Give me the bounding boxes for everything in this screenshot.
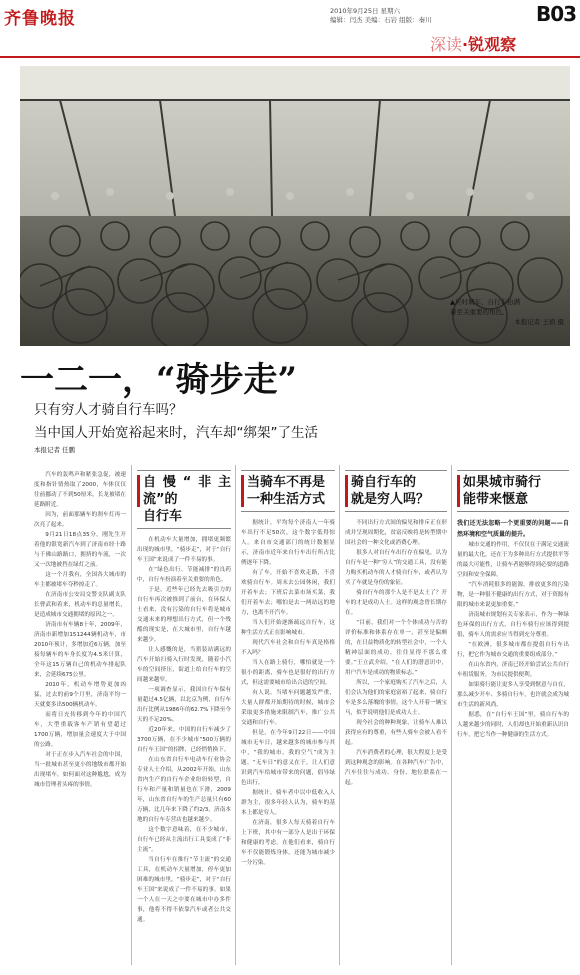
newspaper-logo: 齐鲁晚报 <box>4 9 76 29</box>
section-heading-line-1: 如果城市骑行 <box>463 475 542 490</box>
lead-paragraph: 我们还无法忽略一个更重要的问题——自然环境和空气质量的提升。 <box>457 520 569 538</box>
section-heading <box>345 470 447 512</box>
section-heading-line-1: 当骑车不再是 <box>247 475 326 490</box>
body-paragraph: 在济南市公安局交警支队副支队长曹武和着来，机动车的总量增长，是造成城市交通拥堵的原因之一。 <box>34 592 126 618</box>
body-paragraph: 因为，前面那辆车的刹车灯再一次亮了起来。 <box>34 512 126 528</box>
caption-credit: 本报记者 王娟 摄 <box>514 318 564 326</box>
section-heading <box>457 470 569 512</box>
body-paragraph: 而将日充传移到今年的中国汽车，大型重载客车产销有望超过1700万辆，增加量会速度大于中国的公路。 <box>34 712 126 748</box>
body-paragraph: 有了车，开始不喜欢走路，不喜欢骑自行车。周末去公园休闲，我们开着车去；下班后去菜市场买菜，我们开着车去；哪怕是去一两站远的地方，也离不开汽车。 <box>241 570 335 616</box>
body-paragraph: 所以，一个家庭购买了汽车之后，人们会认为他们的家庭富裕了起来，骑自行车是多么落魄的事情。这个人开着一辆宝马，似乎说明他们是成功人士。 <box>345 680 447 716</box>
byline: 本报记者 任鹏 <box>34 446 76 454</box>
column-divider <box>451 465 452 965</box>
column-section-3 <box>345 470 447 965</box>
body-paragraph: 让人感慨的是，当猎装站满远的汽车开始扫骑入行时发现，随着小汽车的空间挤压，街道上给自行车的空间越来越窄。 <box>137 647 231 683</box>
subheadline-2: 当中国人开始宽裕起来时，汽车却“绑架”了生活 <box>34 425 318 441</box>
section-heading <box>137 470 231 529</box>
column-divider <box>235 465 236 965</box>
body-paragraph: 对于正在步入汽车社会的中国，当一批城市甚至更小的地级市都开始出现堵车，如何面对这种尴尬，成为城市管理者头疼的事情。 <box>34 752 126 788</box>
body-paragraph: 在山东省自行车电动车行业协会专业人士介绍，从2002年开始，山东省内生产的自行车企业纷纷转型，自行车和产量和销量也在下滑，2009年，山东省自行车的生产总量只有60万辆，比几年来下降了约2/3。济南本地的自行车专营店也越来越少。 <box>137 757 231 823</box>
body-paragraph: “汽车消耗很多的能源，排放更多的污染物，是一种很不健康的出行方式，对于资源有限的城市来说更加重要。” <box>457 582 569 608</box>
body-paragraph: 于是，近些年已经先去吸引力的自行车再次被推到了前台，在环保人士看来，没有污染的自行车将是城市交通未来的理想出行方式，但一个残酷的现实是，在大城市里，自行车越来越少。 <box>137 587 231 643</box>
body-paragraph: 一项调查显示，我国自行车保有量超过4.5亿辆，以北京为例，自行车出行比例从1986年的62.7%下降至今天的不足20%。 <box>137 687 231 723</box>
photo-caption <box>450 297 570 327</box>
section-heading-line-2: 一种生活方式 <box>247 492 326 507</box>
section-banner-prefix: 深读 <box>430 35 463 54</box>
body-paragraph: 在“绿色出行、节能减排”的良药中，自行车扮演着至关重要的角色。 <box>137 567 231 583</box>
subheadline-1: 只有穷人才骑自行车吗？ <box>34 402 183 418</box>
body-paragraph: 在山东省内，济南已经开始尝试公共自行车租赁服务，为市民提供便利。 <box>457 662 569 678</box>
section-heading-bar <box>345 475 348 507</box>
section-banner-title: ·锐观察 <box>462 35 517 54</box>
section-heading-bar <box>137 475 140 507</box>
body-paragraph: 这一个月我有，全国各大城市的车主都被堵车夺秒掠走了。 <box>34 572 126 588</box>
column-intro <box>34 470 126 965</box>
section-heading-line-2: 就是穷人吗？ <box>351 492 430 507</box>
body-paragraph: 在机动车大量增加，拥堵更频繁出现的城市里，“骑步走”，对于“自行车王国”来说成了一件不易的事。 <box>137 537 231 563</box>
column-section-2 <box>241 470 335 965</box>
column-section-4 <box>457 470 569 965</box>
editor-credits: 编辑：闫杰 美编：石岩 组版：秦川 <box>330 16 432 24</box>
section-banner <box>430 32 516 55</box>
body-paragraph: “在欧洲，很多城市都在提倡自行车出行，把它作为城市交通的重要组成部分。” <box>457 642 569 658</box>
column-divider <box>131 465 132 965</box>
body-paragraph: 济南城市规划有关专家表示，作为一种绿色环保的出行方式，自行车骑行应该得到提倡，骑车人的需求应当得到充分尊重。 <box>457 612 569 638</box>
page-number: B03 <box>536 2 577 26</box>
body-paragraph: 据统计，平均每个济南人一年骑车出行不足50次，这个数字低得惊人。来自市交通部门的统计数据显示，济南市近年来自行车出行所占比例逐年下降。 <box>241 520 335 566</box>
body-paragraph: 汽车的轰鸣声和紧张急促，被速度和指针情热取了2000，车体仅仅往前挪动了不到50厘米，长龙被堵在延路附近。 <box>34 472 126 508</box>
body-paragraph: 不同出行方式间的偏见和排斥正在形成并呈现周期化，贫富反映将是转型期中国社会的一种文化或消费心理。 <box>345 520 447 546</box>
section-heading-line-1: 骑自行车的 <box>351 475 417 490</box>
body-paragraph: 9月21日18点35分，刚先生开着他的银宽新汽车到了济南市经十路与千佛山路路口，拥挤的车流，一次又一次地被挡在绿灯之前。 <box>34 532 126 568</box>
body-paragraph: 2010年，机动车增势更加凶猛，过去的前9个月里，济南平均一天就要多出500辆机动车。 <box>34 682 126 708</box>
issue-date: 2010年9月25日 星期六 <box>330 7 401 15</box>
masthead <box>0 0 580 62</box>
body-paragraph: 这个数字意味着，在不少城市，自行车已经从主流出行工具变成了“非主流”。 <box>137 827 231 853</box>
body-paragraph: 骑自行车的那个人是不是太土了？开车的才是成功人士。这样的观念曾长期存在。 <box>345 590 447 616</box>
caption-line-2: 着至关重要的角色。 <box>450 308 509 316</box>
column-divider <box>339 465 340 965</box>
body-paragraph: 现今社会的种种现象，让骑车人难以获得应有的尊重，有些人骑车会被人看不起。 <box>345 720 447 746</box>
caption-line-1: ▲应时城车，自行车抬满 <box>450 298 520 306</box>
body-paragraph: 如果骑行能让更多人享受到惬意与自在，那么减少开车、多骑自行车，也许就会成为城市生活的新风尚。 <box>457 682 569 708</box>
body-paragraph: 当人在路上骑行，哪怕就是一个很小的距离，骑车也是很好的出行方式，但这需要城市给出合适的空间。 <box>241 660 335 686</box>
body-paragraph: 据悉，在“自行车王国”里，骑自行车的人越来越少的同时，人们却也开始重新认识自行车，把它当作一种健康的生活方式。 <box>457 712 569 738</box>
body-paragraph: 济南市有车辆8十年，2009年，济南市新增加151244辆机动车，市2010年预计，多增加近6万辆，加至接每辆车的车身长度为4.5米计算，全年这15万辆自己的机动车排起队来，会延续675公里。 <box>34 622 126 678</box>
body-paragraph: 现代汽车社会和自行车真是格格不入吗？ <box>241 640 335 656</box>
column-section-1 <box>137 470 231 965</box>
section-heading-bar <box>241 475 244 507</box>
body-paragraph: 汽车消费者的心理，很大程度上是受到这种观念的影响。在各种汽车广告中，汽车往往与成功、身份、地位联系在一起。 <box>345 750 447 786</box>
body-paragraph: 有人说，当堵车问题越发严重，大量人群都开始期待的时候，城市会采取更多措施来限制汽车，推广公共交通和自行车。 <box>241 690 335 726</box>
section-heading-bar <box>457 475 460 507</box>
section-heading-line-2: 能带来惬意 <box>463 492 529 507</box>
body-paragraph: 很多人对自行车出行存在偏见，认为自行车是一种“穷人”的交通工具，没有能力购买机动车的人才骑自行车，或者认为买了车就是身份的象征。 <box>345 550 447 586</box>
body-paragraph: 当自行车在推行“节主流”的交通工具，在机动车大量增加，停车更加困难的城市里，“骑步走”，对于“自行车王国”来说成了一件不易的事。如果一个人在一天之中要在城市中办多件事，他将不得不依靠汽车或者公共交通。 <box>137 857 231 923</box>
body-paragraph: 近20年来，中国的自行车减少了3700万辆，在不少城市“500万辆的自行车王国”的招牌，已经悄悄换下。 <box>137 727 231 753</box>
body-paragraph: 在济南，很多人每天骑着自行车上下班，其中有一部分人是出于环保和健康的考虑。在他们看来，骑自行车不仅能锻炼身体，还能为城市减少一分污染。 <box>241 820 335 866</box>
body-paragraph: 当人们开始逐渐疏远自行车，这种生活方式正在影响城市。 <box>241 620 335 636</box>
body-paragraph: “目前，我们对一个个体成功与否的评价标准和体系存在单一，甚至是偏颇的，在日益物质化的转型社会中，一个人精神层面的成功，往往显得不那么重要。”王立武介绍，“在人们的潜意识中，用户汽车是成功的物质标志。” <box>345 620 447 676</box>
section-heading-line-2: 自行车 <box>143 509 183 524</box>
body-paragraph: 但是，在今年9月22日——中国城市无车日，越来越多的城市参与其中，“我的城市，我的空气”成为主题。“无车日”的意义在于，让人们意识到汽车给城市带来的问题，倡导绿色出行。 <box>241 730 335 786</box>
body-paragraph: 城市交通的作用，不仅仅在于满足交通流量的最大化，还在于为多种出行方式提供平等的最大可能性，让骑车者能够得到必要的道路空间和安全保障。 <box>457 542 569 578</box>
body-paragraph: 据统计，骑车者中以中低收入人群为主，很多年轻人认为，骑车的基本上都是穷人。 <box>241 790 335 816</box>
article-headline: 一二一，“骑步走” <box>20 360 298 400</box>
section-heading-line-1: 自慢“非主流”的 <box>143 475 231 507</box>
masthead-rule <box>0 56 580 58</box>
section-heading <box>241 470 335 512</box>
